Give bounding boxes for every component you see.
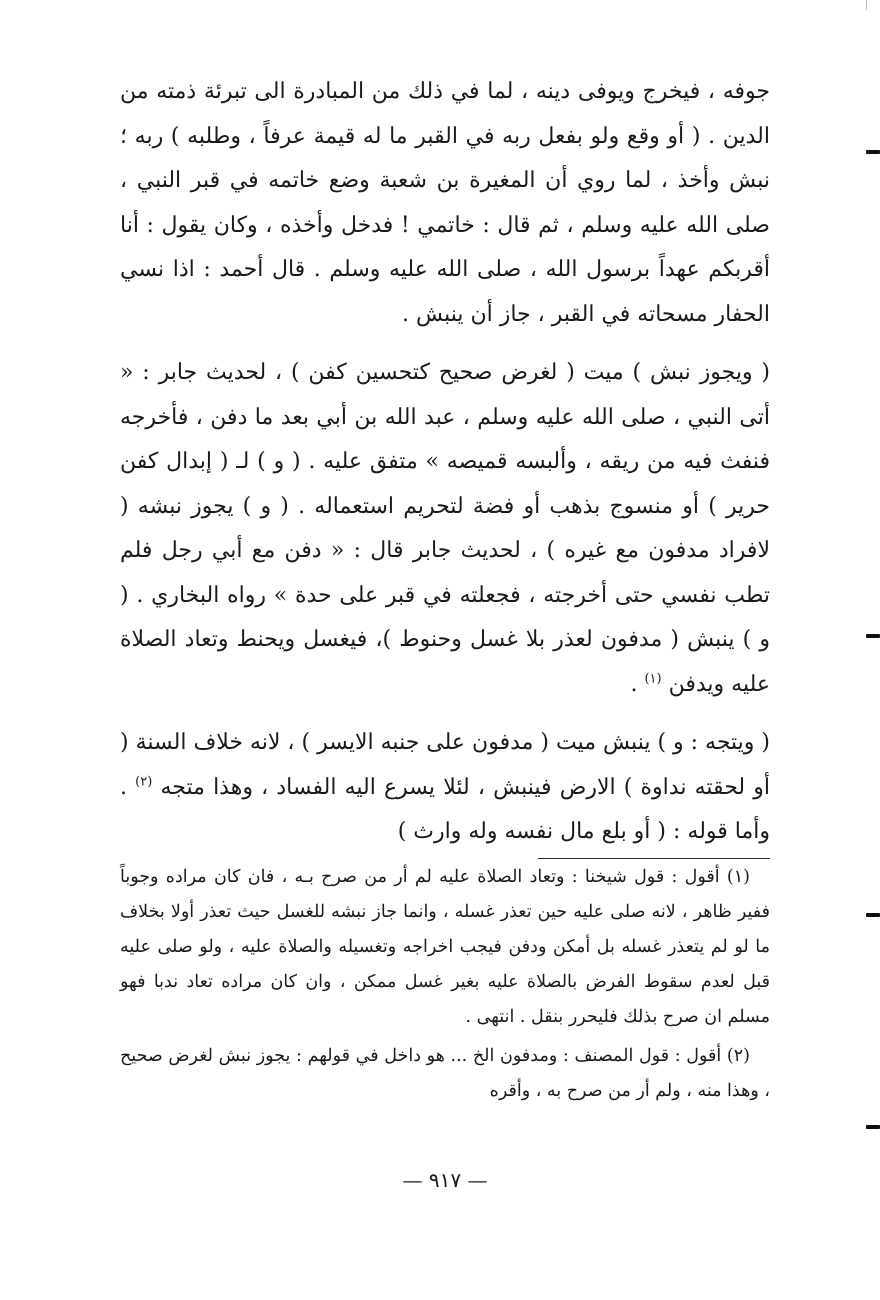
page-number: — ٩١٧ — bbox=[402, 1168, 488, 1192]
paragraph-3-end: . وأما قوله : ( أو بلع مال نفسه وله وارث ) bbox=[120, 774, 770, 844]
paragraph-1: جوفه ، فيخرج ويوفى دينه ، لما في ذلك من المبادرة الى تبرئة ذمته من الدين . ( أو وقع ولو بفعل ربه في القبر ما له قيمة عرفاً ، وطلبه ) ربه ؛ نبش وأخذ ، لما روي أن المغيرة بن شعبة وضع خاتمه في قبر النبي ، صلى الله عليه وسلم ، ثم قال : خاتمي ! فدخل وأخذه ، وكان يقول : أنا أقربكم عهداً برسول الله ، صلى الله عليه وسلم . قال أحمد : اذا نسي الحفار مسحاته في القبر ، جاز أن ينبش . bbox=[120, 79, 770, 327]
scan-edge-mark bbox=[866, 0, 873, 10]
paragraph-2-end: . bbox=[630, 671, 638, 697]
paragraph-2 bbox=[120, 351, 770, 707]
footnote-ref-2[interactable]: (٢) bbox=[135, 774, 153, 790]
paragraph-2-text: ( ويجوز نبش ) ميت ( لغرض صحيح كتحسين كفن ) ، لحديث جابر : « أتى النبي ، صلى الله عليه وسلم ، عبد الله بن أبي بعد ما دفن ، فأخرجه فنفث فيه من ريقه ، وألبسه قميصه » متفق عليه . ( و ) لـ ( إبدال كفن حرير ) أو منسوج بذهب أو فضة لتحريم استعماله . ( و ) يجوز نبشه ( لافراد مدفون مع غيره ) ، لحديث جابر قال : « دفن مع أبي رجل فلم تطب نفسي حتى أخرجته ، فجعلته في قبر على حدة » رواه البخاري . ( و ) ينبش ( مدفون لعذر بلا غسل وحنوط )، فيغسل ويحنط وتعاد الصلاة عليه ويدفن bbox=[120, 360, 770, 697]
footnote-divider bbox=[538, 858, 770, 859]
margin-mark bbox=[866, 913, 880, 917]
paragraph-3-text: ( ويتجه : و ) ينبش ميت ( مدفون على جنبه الايسر ) ، لانه خلاف السنة ( أو لحقته نداوة ) الارض فينبش ، لئلا يسرع اليه الفساد ، وهذا متجه bbox=[120, 730, 770, 800]
margin-mark bbox=[866, 634, 880, 638]
margin-mark bbox=[866, 150, 880, 154]
paragraph-3 bbox=[120, 721, 770, 855]
main-text bbox=[120, 70, 770, 863]
footnote-2: (٢) أقول : قول المصنف : ومدفون الخ ... هو داخل في قولهم : يجوز نبش لغرض صحيح ، وهذا منه ، ولم أر من صرح به ، وأقره bbox=[120, 1046, 770, 1101]
footnotes bbox=[120, 860, 770, 1113]
footnote-1: (١) أقول : قول شيخنا : وتعاد الصلاة عليه لم أر من صرح بـه ، فان كان مراده وجوباً ففير ظاهر ، لانه صلى عليه حين تعذر غسله ، وانما جاز نبشه للغسل حيث تعذر أولا بخلاف ما لو لم يتعذر غسله بل أمكن ودفن فيجب اخراجه وتغسيله والصلاة عليه ، ولو صلى عليه قبل لعدم سقوط الفرض بالصلاة عليه بغير غسل ممكن ، وان كان مراده تعاد ندبا فهو مسلم ان صرح بذلك فليحرر بنقل . انتهى . bbox=[120, 867, 770, 1027]
footnote-ref-1[interactable]: (١) bbox=[644, 671, 662, 687]
margin-mark bbox=[866, 1125, 880, 1129]
